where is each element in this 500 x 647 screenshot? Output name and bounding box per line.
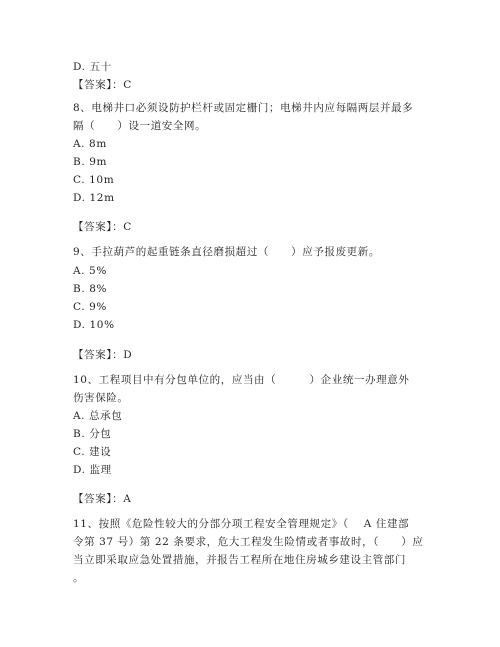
- q10-option-c: C. 建设: [73, 446, 112, 458]
- q8-option-c: C. 10m: [73, 174, 115, 186]
- q10-option-d: D. 监理: [73, 464, 112, 476]
- q8-option-d: D. 12m: [73, 192, 115, 204]
- q8-stem-line2: 隔（ ）设一道安全网。: [73, 120, 207, 132]
- q7-answer: 【答案】：C: [73, 79, 132, 91]
- q10-stem-line2: 伤害保险。: [73, 392, 129, 404]
- q10-option-a: A. 总承包: [73, 410, 123, 422]
- q10-answer: 【答案】：A: [73, 493, 132, 505]
- q11-stem-line4: 。: [73, 572, 85, 584]
- q8-answer: 【答案】：C: [73, 221, 132, 233]
- q11-stem-line3: 当立即采取应急处置措施，并报告工程所在地住房城乡建设主管部门: [73, 554, 406, 566]
- q9-option-a: A. 5%: [73, 265, 107, 277]
- q8-option-a: A. 8m: [73, 138, 107, 150]
- q9-stem-line1: 9、手拉葫芦的起重链条直径磨损超过（ ）应予报废更新。: [73, 246, 380, 258]
- q10-stem-line1: 10、工程项目中有分包单位的，应当由（ ）企业统一办理意外: [73, 374, 410, 386]
- q7-option-d: D. 五十: [73, 61, 112, 73]
- q9-option-b: B. 8%: [73, 283, 108, 295]
- q10-option-b: B. 分包: [73, 428, 112, 440]
- q11-stem-line1: 11、按照《危险性较大的分部分项工程安全管理规定》（ A 住建部: [73, 518, 410, 530]
- q8-option-b: B. 9m: [73, 156, 108, 168]
- q9-option-d: D. 10%: [73, 319, 115, 331]
- q9-option-c: C. 9%: [73, 301, 107, 313]
- q11-stem-line2: 令第 37 号）第 22 条要求，危大工程发生险情或者事故时，（ ）应: [73, 536, 424, 548]
- q9-answer: 【答案】：D: [73, 349, 133, 361]
- q8-stem-line1: 8、电梯井口必须设防护栏杆或固定栅门；电梯井内应每隔两层并最多: [73, 102, 414, 114]
